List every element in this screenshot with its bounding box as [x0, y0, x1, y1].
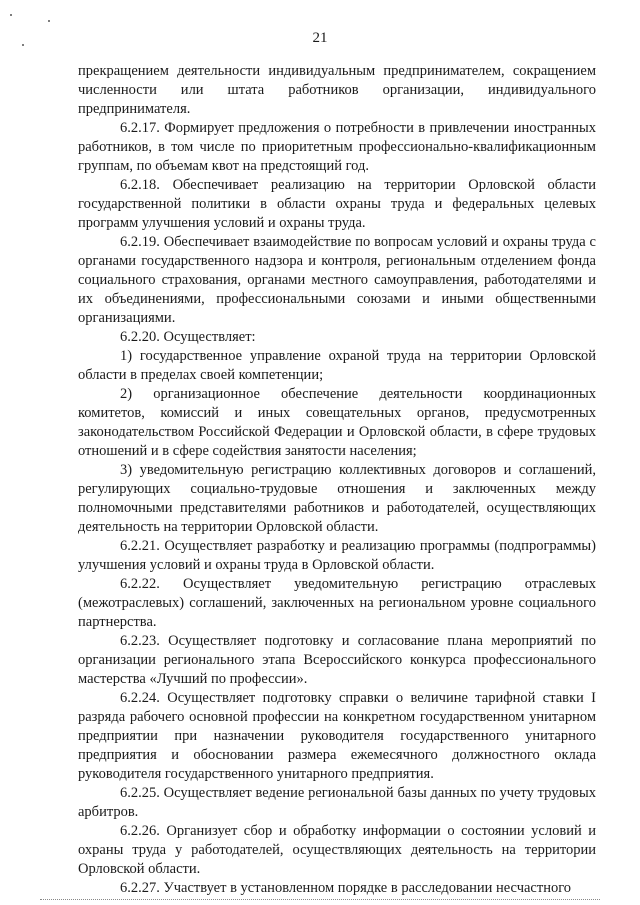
paragraph-6-2-27: 6.2.27. Участвует в установленном порядке в расследовании несчастного: [120, 880, 572, 896]
paragraph-6-2-17: 6.2.17. Формирует предложения о потребности в привлечении иностранных работников, в том числе по приоритетным профессионально-квалификационным группам, по объемам квот на предстоящий год.: [78, 120, 596, 174]
scan-speck: [48, 20, 50, 22]
list-item-1: 1) государственное управление охраной труда на территории Орловской области в пределах своей компетенции;: [78, 348, 596, 383]
list-item-3: 3) уведомительную регистрацию коллективных договоров и соглашений, регулирующих социально-трудовые отношения и заключенных между полномочными представителями работников и работодателей, осуществляющих деятельность на территории Орловской области.: [78, 462, 596, 535]
scan-speck: [22, 44, 24, 46]
paragraph-6-2-19: 6.2.19. Обеспечивает взаимодействие по вопросам условий и охраны труда с органами государственного надзора и контроля, региональным отделением фонда социального страхования, органами местного самоуправления, работодателями и их объединениями, профессиональными союзами и иными общественными организациями.: [78, 234, 596, 326]
paragraph-6-2-20: 6.2.20. Осуществляет:: [120, 329, 256, 345]
scan-edge-line: [40, 899, 600, 900]
paragraph-6-2-24: 6.2.24. Осуществляет подготовку справки о величине тарифной ставки I разряда рабочего основной профессии на конкретном государственном унитарном предприятии при назначении руководителя государственного унитарного предприятия и обосновании размера ежемесячного должностного оклада руководителя государственного унитарного предприятия.: [78, 690, 596, 782]
document-body: [78, 62, 596, 898]
scan-speck: [10, 14, 12, 16]
page-number: 21: [312, 30, 328, 46]
list-item-2: 2) организационное обеспечение деятельности координационных комитетов, комиссий и иных совещательных органов, предусмотренных законодательством Российской Федерации и Орловской области, в сфере трудовых отношений и в сфере содействия занятости населения;: [78, 386, 596, 459]
paragraph-6-2-26: 6.2.26. Организует сбор и обработку информации о состоянии условий и охраны труда у работодателей, осуществляющих деятельность на территории Орловской области.: [78, 823, 596, 877]
paragraph-6-2-23: 6.2.23. Осуществляет подготовку и согласование плана мероприятий по организации регионального этапа Всероссийского конкурса профессионального мастерства «Лучший по профессии».: [78, 633, 596, 687]
paragraph-6-2-18: 6.2.18. Обеспечивает реализацию на территории Орловской области государственной политики в области охраны труда и федеральных целевых программ улучшения условий и охраны труда.: [78, 177, 596, 231]
paragraph-6-2-21: 6.2.21. Осуществляет разработку и реализацию программы (подпрограммы) улучшения условий и охраны труда в Орловской области.: [78, 538, 596, 573]
paragraph-6-2-25: 6.2.25. Осуществляет ведение региональной базы данных по учету трудовых арбитров.: [78, 785, 596, 820]
paragraph-continuation: прекращением деятельности индивидуальным предпринимателем, сокращением численности или штата работников организации, индивидуального предпринимателя.: [78, 63, 596, 117]
paragraph-6-2-22: 6.2.22. Осуществляет уведомительную регистрацию отраслевых (межотраслевых) соглашений, заключенных на региональном уровне социального партнерства.: [78, 576, 596, 630]
